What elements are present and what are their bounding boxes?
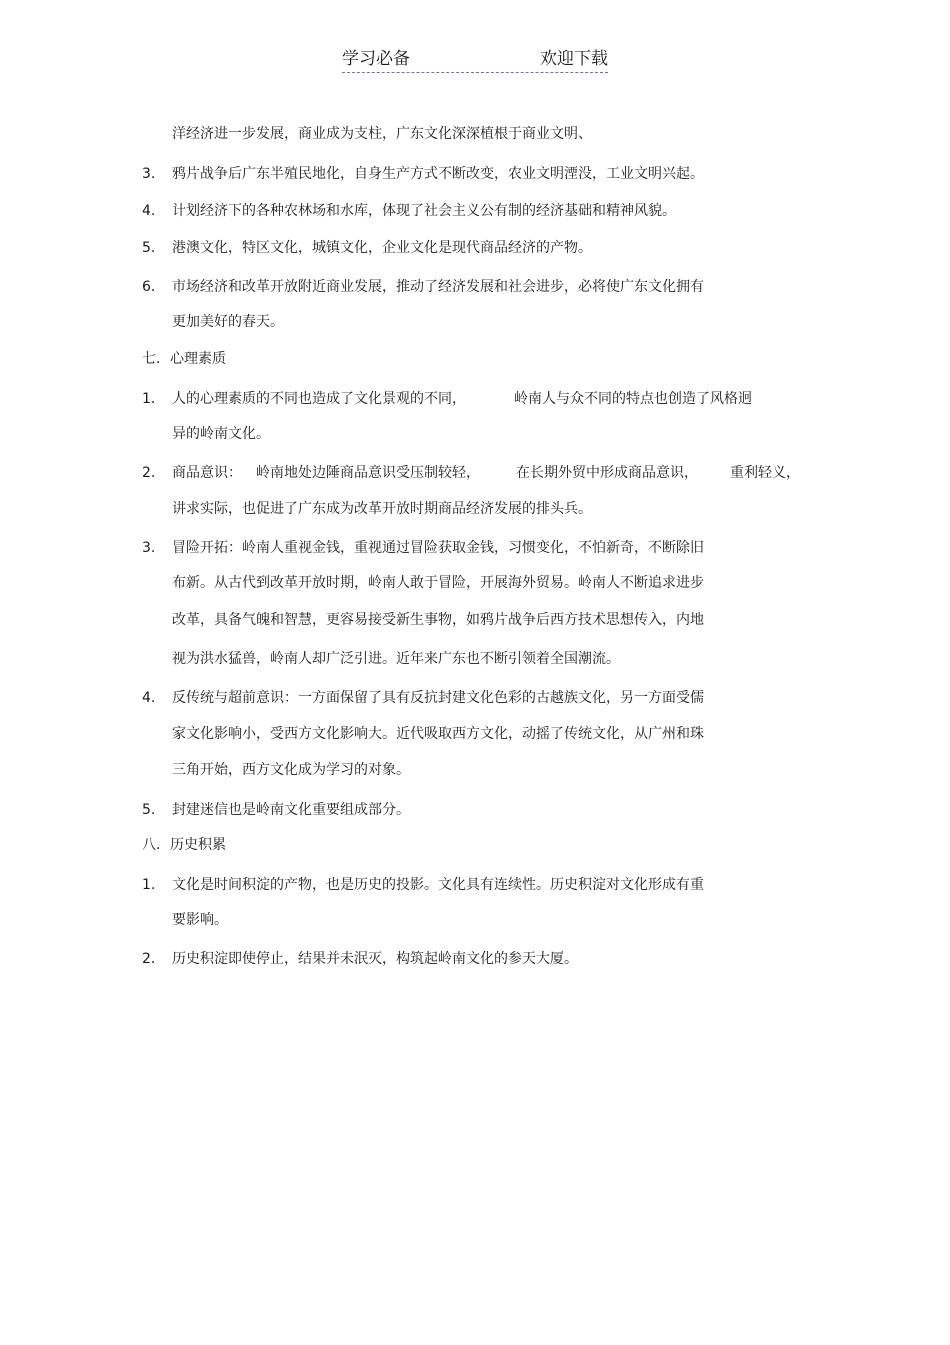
paragraph-line: 港澳文化，特区文化，城镇文化，企业文化是现代商品经济的产物。 [172, 240, 592, 256]
paragraph-line: 计划经济下的各种农林场和水库，体现了社会主义公有制的经济基础和精神风貌。 [172, 203, 676, 219]
list-number: 4. [142, 690, 156, 706]
paragraph-line [172, 463, 800, 483]
list-number: 3. [142, 166, 156, 182]
paragraph-line: 视为洪水猛兽，岭南人却广泛引进。近年来广东也不断引领着全国潮流。 [172, 651, 620, 667]
paragraph-line: 讲求实际，也促进了广东成为改革开放时期商品经济发展的排头兵。 [172, 501, 592, 517]
text-segment: 岭南地处边陲商品意识受压制较轻， [256, 465, 480, 481]
paragraph-line: 改革，具备气魄和智慧，更容易接受新生事物，如鸦片战争后西方技术思想传入，内地 [172, 612, 704, 628]
section-heading: 七．心理素质 [142, 351, 226, 367]
list-number: 5. [142, 240, 156, 256]
text-segment: 重利轻义， [730, 465, 800, 481]
paragraph-line [172, 389, 752, 409]
paragraph-line: 更加美好的春天。 [172, 314, 284, 330]
paragraph-line: 封建迷信也是岭南文化重要组成部分。 [172, 802, 410, 818]
paragraph-line: 家文化影响小，受西方文化影响大。近代吸取西方文化，动摇了传统文化，从广州和珠 [172, 726, 704, 742]
list-number: 1. [142, 391, 156, 407]
paragraph-line: 历史积淀即使停止，结果并未泯灭，构筑起岭南文化的参天大厦。 [172, 951, 578, 967]
list-number: 3. [142, 540, 156, 556]
paragraph-line: 要影响。 [172, 912, 228, 928]
text-segment: 商品意识： [172, 465, 242, 481]
list-number: 2. [142, 465, 156, 481]
list-number: 6. [142, 279, 156, 295]
paragraph-line: 洋经济进一步发展，商业成为支柱，广东文化深深植根于商业文明、 [172, 126, 592, 142]
paragraph-line: 异的岭南文化。 [172, 426, 270, 442]
text-segment: 在长期外贸中形成商品意识， [516, 465, 698, 481]
page-header [0, 46, 950, 73]
paragraph-line: 布新。从古代到改革开放时期，岭南人敢于冒险，开展海外贸易。岭南人不断追求进步 [172, 575, 704, 591]
paragraph-line: 三角开始，西方文化成为学习的对象。 [172, 762, 410, 778]
paragraph-line: 冒险开拓：岭南人重视金钱，重视通过冒险获取金钱，习惯变化，不怕新奇，不断除旧 [172, 540, 704, 556]
text-segment: 岭南人与众不同的特点也创造了风格迥 [514, 391, 752, 407]
paragraph-line: 市场经济和改革开放附近商业发展，推动了经济发展和社会进步，必将使广东文化拥有 [172, 279, 704, 295]
header-banner [342, 46, 608, 73]
header-left-text: 学习必备 [342, 49, 410, 69]
list-number: 2. [142, 951, 156, 967]
paragraph-line: 反传统与超前意识：一方面保留了具有反抗封建文化色彩的古越族文化，另一方面受儒 [172, 690, 704, 706]
text-segment: 人的心理素质的不同也造成了文化景观的不同， [172, 391, 466, 407]
section-heading: 八．历史积累 [142, 837, 226, 853]
list-number: 5. [142, 802, 156, 818]
paragraph-line: 鸦片战争后广东半殖民地化，自身生产方式不断改变，农业文明湮没，工业文明兴起。 [172, 166, 704, 182]
list-number: 1. [142, 877, 156, 893]
list-number: 4. [142, 203, 156, 219]
paragraph-line: 文化是时间积淀的产物，也是历史的投影。文化具有连续性。历史积淀对文化形成有重 [172, 877, 704, 893]
header-right-text: 欢迎下载 [540, 49, 608, 69]
